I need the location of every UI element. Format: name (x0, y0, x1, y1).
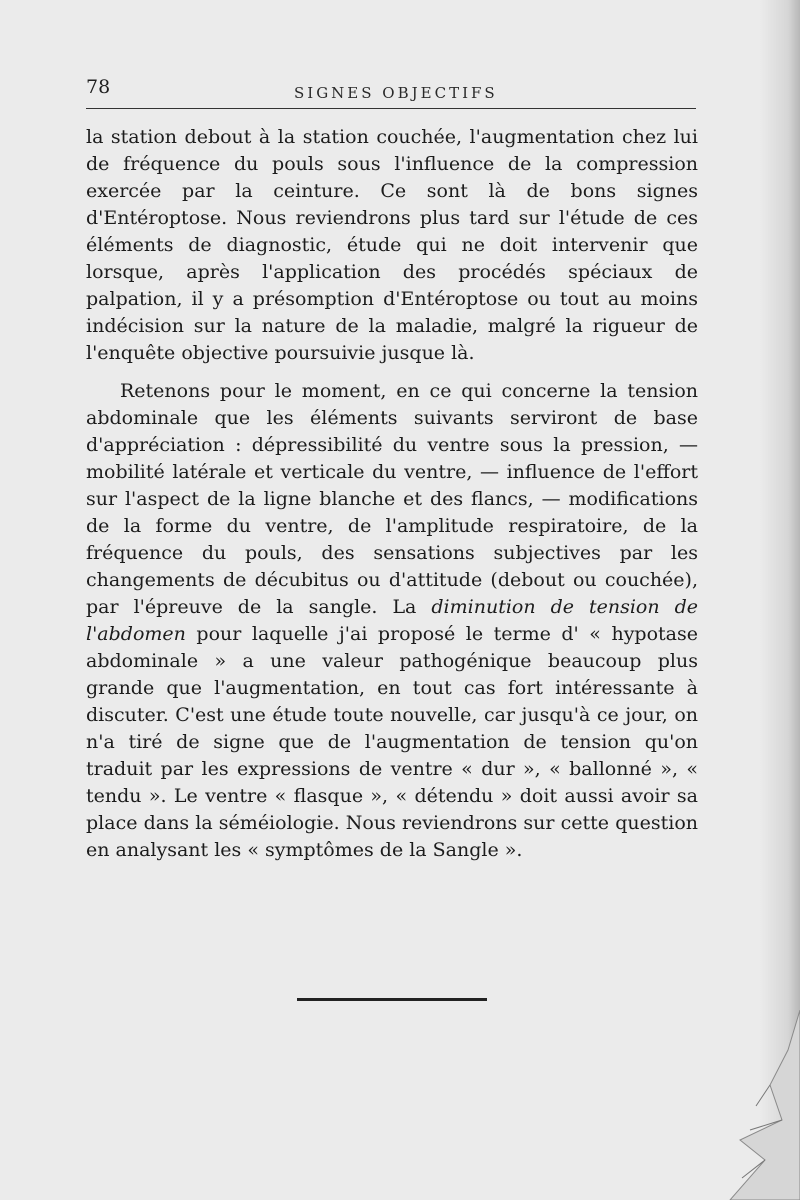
page-number: 78 (86, 76, 111, 98)
running-title: SIGNES OBJECTIFS (294, 84, 498, 102)
paragraph-2-part-1: Retenons pour le moment, en ce qui concerne la tension abdominale que les éléments suivants serviront de base d'appréciation : dépressibilité du ventre sous la pression, — mobilité latérale et verticale du ventre, — influence de l'effort sur l'aspect de la ligne blanche et des flancs, — modifications de la forme du ventre, de l'amplitude respiratoire, de la fréquence du pouls, des sensations subjectives par les changements de décubitus ou d'attitude (debout ou couchée), par l'épreuve de la sangle. La (86, 380, 698, 618)
italic-phrase: diminution de tension de l'abdomen (86, 596, 699, 645)
body-text (86, 124, 698, 864)
page-header (86, 74, 696, 106)
paragraph-1: la station debout à la station couchée, l'augmentation chez lui de fréquence du pouls sous l'influence de la compression exercée par la ceinture. Ce sont là de bons signes d'Entéroptose. Nous reviendrons plus tard sur l'étude de ces éléments de diagnostic, étude qui ne doit intervenir que lorsque, après l'application des procédés spéciaux de palpation, il y a présomption d'Entéroptose ou tout au moins indécision sur la nature de la maladie, malgré la rigueur de l'enquête objective poursuivie jusque là. (86, 126, 698, 364)
section-end-rule (297, 998, 487, 1001)
paragraph-2 (86, 378, 698, 864)
paragraph-2-part-2: pour laquelle j'ai proposé le terme d' « hypotase abdominale » a une valeur pathogénique beaucoup plus grande que l'augmentation, en tout cas fort intéressante à discuter. C'est une étude toute nouvelle, car jusqu'à ce jour, on n'a tiré de signe que de l'augmentation de tension qu'on traduit par les expressions de ventre « dur », « ballonné », « tendu ». Le ventre « flasque », « détendu » doit aussi avoir sa place dans la séméiologie. Nous reviendrons sur cette question en analysant les « symptômes de la Sangle ». (86, 623, 698, 861)
header-rule (86, 108, 696, 109)
torn-corner-decoration (670, 1010, 800, 1200)
